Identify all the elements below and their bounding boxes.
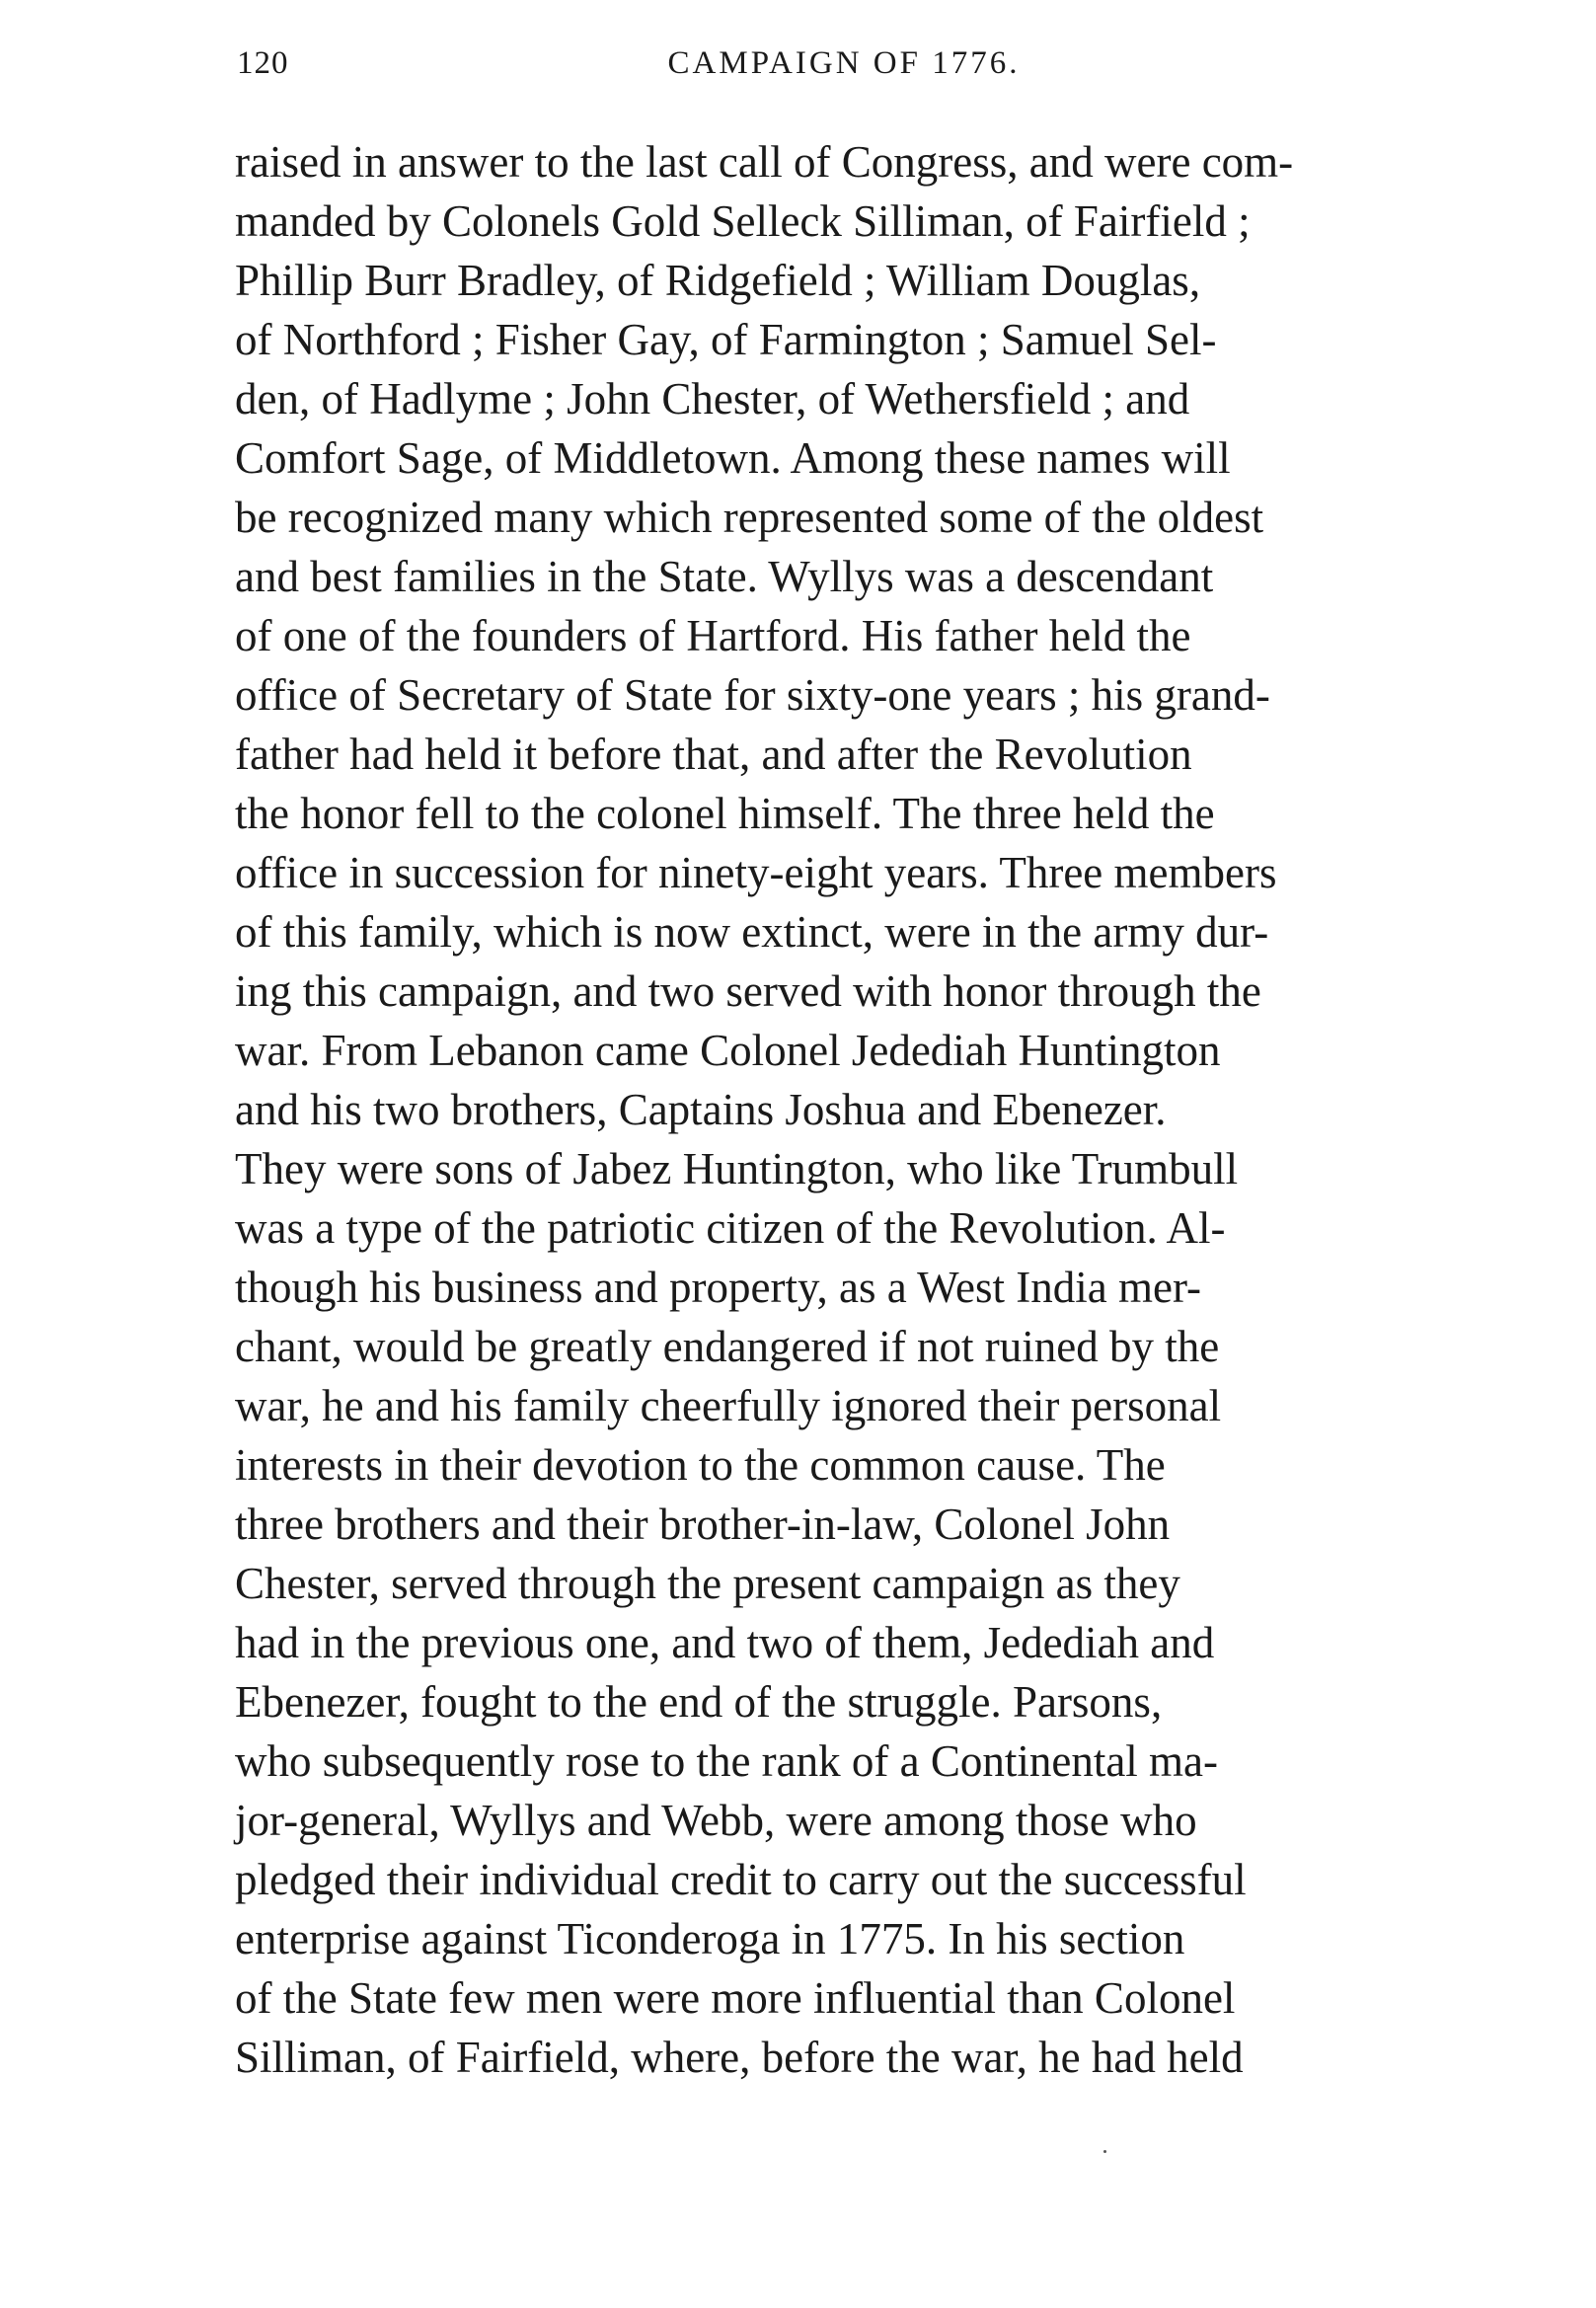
text-line: of the State few men were more influential than Colonel (235, 1973, 1236, 2023)
text-line: had in the previous one, and two of them, Jedediah and (235, 1618, 1215, 1667)
text-line: Silliman, of Fairfield, where, before the war, he had held (235, 2033, 1244, 2082)
text-line: father had held it before that, and after the Revolution (235, 730, 1192, 779)
text-line: the honor fell to the colonel himself. The three held the (235, 789, 1215, 838)
text-line: jor-general, Wyllys and Webb, were among those who (235, 1796, 1197, 1845)
page-header (237, 45, 1382, 105)
text-line: Chester, served through the present campaign as they (235, 1559, 1180, 1608)
text-line: of this family, which is now extinct, were in the army dur- (235, 907, 1269, 957)
text-line: ing this campaign, and two served with honor through the (235, 966, 1261, 1016)
text-line: three brothers and their brother-in-law, Colonel John (235, 1500, 1171, 1549)
body-paragraph (235, 132, 1385, 2087)
text-line: office of Secretary of State for sixty-one years ; his grand- (235, 670, 1270, 720)
text-line: of Northford ; Fisher Gay, of Farmington ; Samuel Sel- (235, 315, 1217, 364)
text-line: who subsequently rose to the rank of a Continental ma- (235, 1736, 1219, 1786)
print-speck (1103, 2150, 1106, 2153)
running-title: CAMPAIGN OF 1776. (667, 45, 1021, 81)
text-line: den, of Hadlyme ; John Chester, of Wethersfield ; and (235, 374, 1190, 423)
text-line: war. From Lebanon came Colonel Jedediah Huntington (235, 1026, 1221, 1075)
text-line: war, he and his family cheerfully ignored their personal (235, 1381, 1222, 1430)
page-number: 120 (237, 45, 289, 81)
text-line: interests in their devotion to the common cause. The (235, 1440, 1166, 1490)
text-line: was a type of the patriotic citizen of the Revolution. Al- (235, 1203, 1226, 1253)
text-line: be recognized many which represented some of the oldest (235, 493, 1264, 542)
text-line: manded by Colonels Gold Selleck Silliman, of Fairfield ; (235, 196, 1251, 246)
text-line: pledged their individual credit to carry out the successful (235, 1855, 1247, 1904)
text-line: chant, would be greatly endangered if not ruined by the (235, 1322, 1220, 1371)
text-line: Ebenezer, fought to the end of the struggle. Parsons, (235, 1677, 1163, 1727)
text-line: enterprise against Ticonderoga in 1775. In his section (235, 1914, 1185, 1963)
text-line: Comfort Sage, of Middletown. Among these names will (235, 433, 1231, 483)
text-line: and his two brothers, Captains Joshua and Ebenezer. (235, 1085, 1167, 1134)
text-line: office in succession for ninety-eight years. Three members (235, 848, 1277, 897)
text-line: though his business and property, as a West India mer- (235, 1263, 1202, 1312)
text-line: They were sons of Jabez Huntington, who like Trumbull (235, 1144, 1239, 1193)
text-line: raised in answer to the last call of Congress, and were com- (235, 137, 1294, 187)
text-line: Phillip Burr Bradley, of Ridgefield ; William Douglas, (235, 256, 1201, 305)
text-line: of one of the founders of Hartford. His father held the (235, 611, 1191, 660)
text-line: and best families in the State. Wyllys was a descendant (235, 552, 1214, 601)
